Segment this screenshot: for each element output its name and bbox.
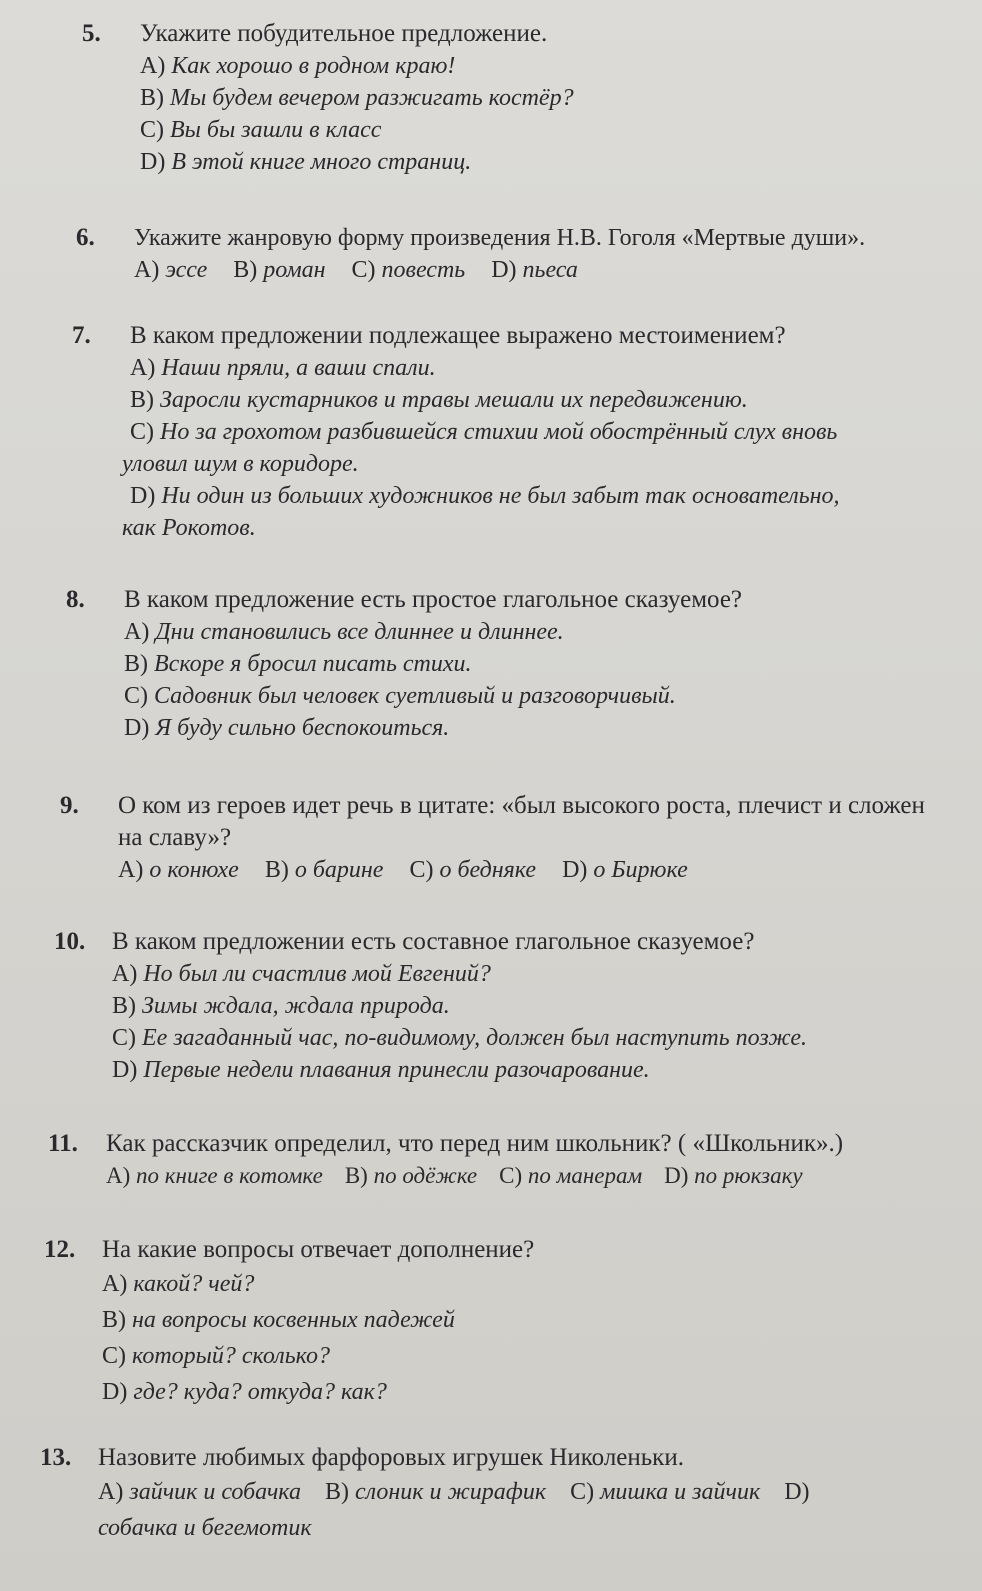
question-text: Укажите побудительное предложение. [140,20,548,47]
option-d: D) В этой книге много страниц. [140,149,472,175]
question-6 [76,222,966,286]
question-12 [44,1234,944,1410]
option-a: A) Как хорошо в родном краю! [140,53,456,79]
option-c: C) Вы бы зашли в класс [140,117,382,143]
question-text: На какие вопросы отвечает дополнение? [102,1236,535,1263]
option-b: B) Заросли кустарников и травы мешали их передвижению. [130,387,748,413]
option-d-text: собачка и бегемотик [98,1515,312,1541]
option-d: D) Первые недели плавания принесли разочарование. [112,1057,650,1083]
option-c: C) который? сколько? [102,1343,330,1369]
question-5 [82,18,962,178]
option-d: D) пьеса [491,257,578,283]
option-a: A) какой? чей? [102,1271,255,1297]
option-d: D) где? куда? откуда? как? [102,1379,387,1405]
option-c: C) Садовник был человек суетливый и разговорчивый. [124,683,676,709]
option-b: B) Зимы ждала, ждала природа. [112,993,450,1019]
option-a: A) о конюхе [118,857,239,883]
question-text: Как рассказчик определил, что перед ним школьник? ( «Школьник».) [106,1130,844,1157]
option-d: D) Я буду сильно беспокоиться. [124,715,450,741]
option-a: A) Наши пряли, а ваши спали. [130,355,436,381]
option-b: B) на вопросы косвенных падежей [102,1307,455,1333]
option-d: D) по рюкзаку [664,1163,803,1188]
question-8 [66,584,961,744]
question-text: Назовите любимых фарфоровых игрушек Николеньки. [98,1444,684,1471]
question-text: В каком предложении подлежащее выражено местоимением? [130,322,786,349]
option-b: B) роман [233,257,326,283]
question-number: 6. [76,224,95,251]
option-b: B) Вскоре я бросил писать стихи. [124,651,472,677]
option-a: A) Но был ли счастлив мой Евгений? [112,961,491,987]
option-b: B) слоник и жирафик [324,1479,547,1505]
option-a: A) по книге в котомке [106,1163,323,1188]
question-text: В каком предложение есть простое глагольное сказуемое? [124,586,743,613]
option-c: C) по манерам [499,1163,643,1188]
question-number: 5. [82,20,101,47]
option-c: C) мишка и зайчик [570,1479,761,1505]
question-text: О ком из героев идет речь в цитате: «был высокого роста, плечист и сложен на славу»? [118,792,925,851]
question-10 [54,926,954,1086]
question-9 [60,790,940,886]
option-d: D) о Бирюке [562,857,688,883]
option-a: A) эссе [134,257,208,283]
question-number: 10. [54,928,86,955]
question-7 [72,320,967,544]
option-a: A) Дни становились все длиннее и длиннее. [124,619,564,645]
option-c-continuation: уловил шум в коридоре. [122,451,359,477]
question-text: Укажите жанровую форму произведения Н.В. Гоголя «Мертвые души». [134,225,866,251]
question-number: 11. [48,1130,78,1157]
option-c: C) о бедняке [409,857,537,883]
question-13 [40,1442,960,1546]
option-c: C) Ее загаданный час, по-видимому, должен был наступить позже. [112,1025,808,1051]
option-c: C) Но за грохотом разбившейся стихии мой обострённый слух вновь [130,419,838,445]
question-text: В каком предложении есть составное глагольное сказуемое? [112,928,755,955]
option-b: B) по одёжке [344,1163,478,1188]
option-b: B) о барине [264,857,384,883]
option-c: C) повесть [351,257,466,283]
question-number: 7. [72,322,91,349]
option-d-letter: D) [784,1479,810,1505]
question-number: 9. [60,792,79,819]
option-a: A) зайчик и собачка [98,1479,301,1505]
option-d: D) Ни один из больших художников не был забыт так основательно, [130,483,840,509]
question-number: 12. [44,1236,76,1263]
question-number: 13. [40,1444,72,1471]
question-11 [48,1128,968,1192]
option-d-continuation: как Рокотов. [122,515,256,541]
question-number: 8. [66,586,85,613]
option-b: B) Мы будем вечером разжигать костёр? [140,85,574,111]
